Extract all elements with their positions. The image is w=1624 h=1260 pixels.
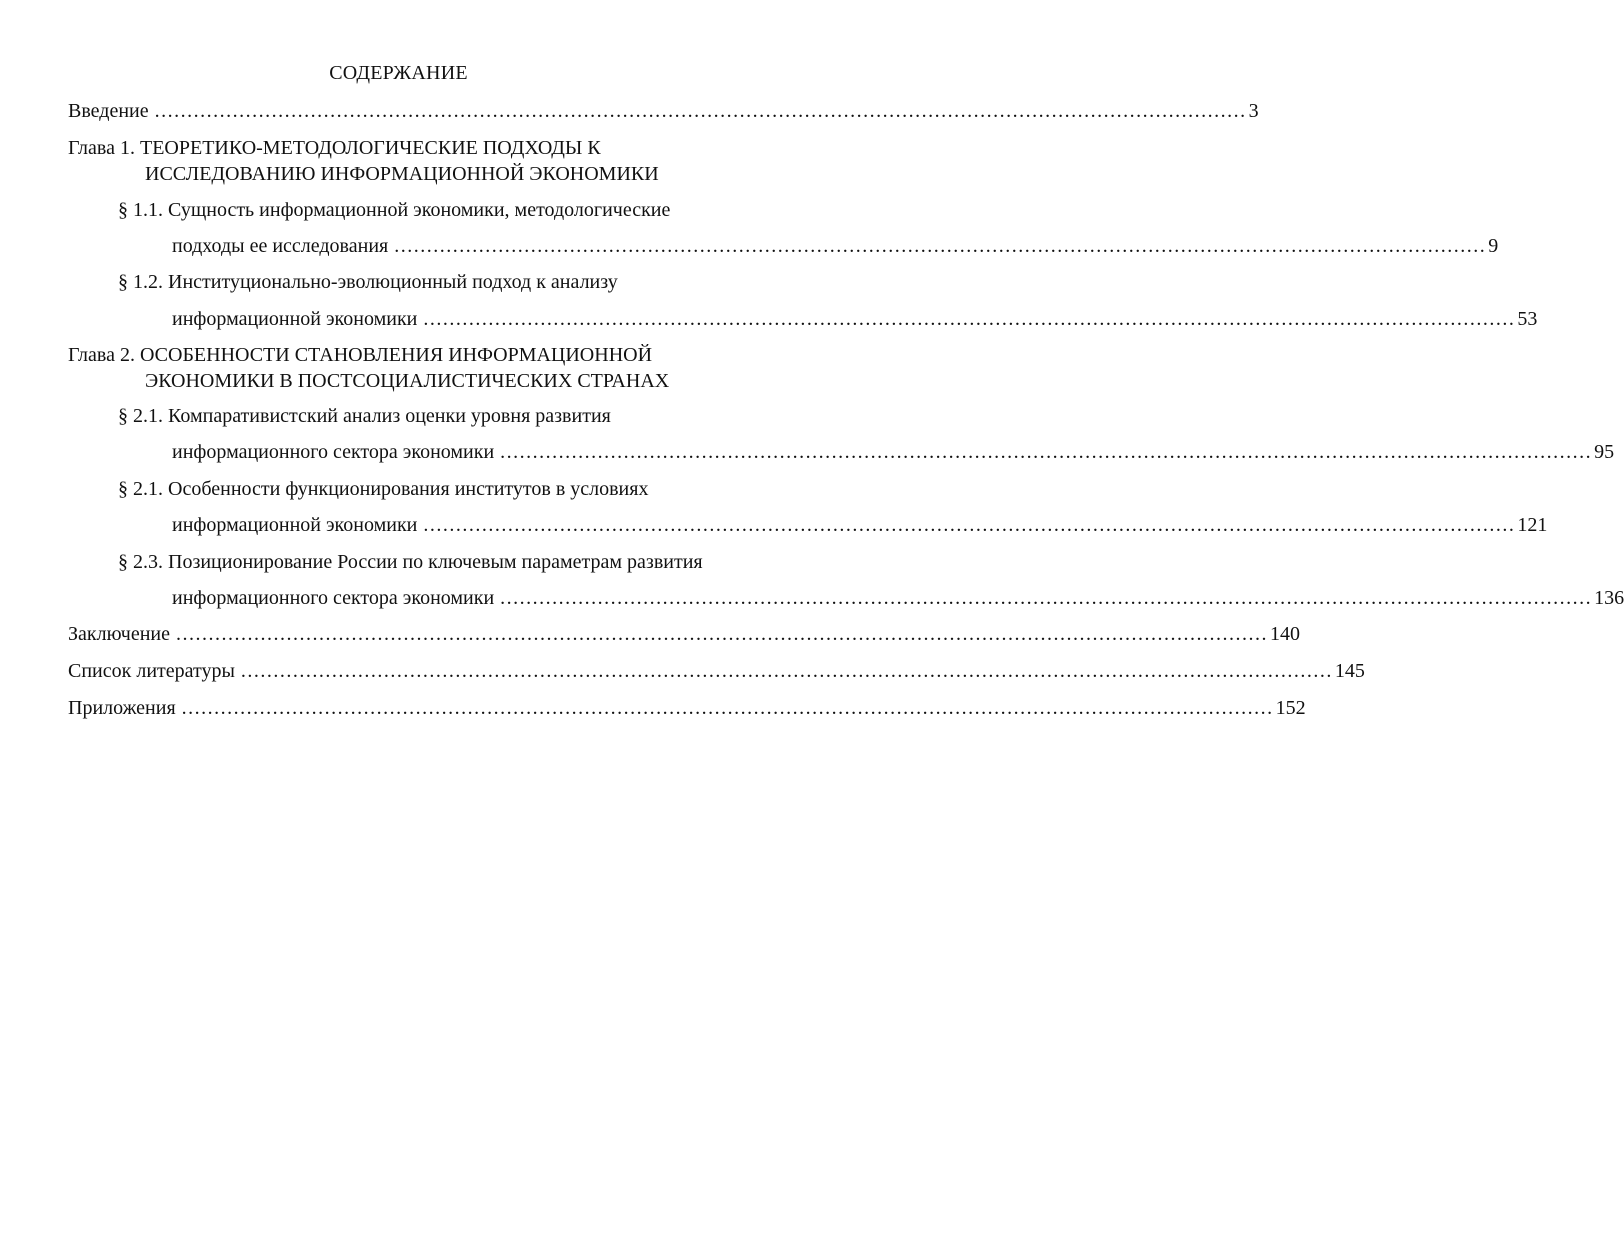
toc-section-1-2-line-1: § 1.2. Институционально-эволюционный подход к анализу: [118, 271, 618, 293]
toc-section-1-2-line-2: [172, 307, 1538, 331]
toc-label: Список литературы: [68, 660, 235, 682]
toc-entry-appendices: [68, 696, 1306, 720]
toc-label: Введение: [68, 100, 149, 122]
toc-section-1-1-line-2: [172, 234, 1499, 258]
toc-label: Заключение: [68, 623, 170, 645]
toc-page-number: 9: [1488, 235, 1499, 257]
toc-page-number: 53: [1517, 308, 1538, 330]
toc-label: информационного сектора экономики: [172, 587, 495, 609]
toc-section-2-1-line-2: [172, 440, 1615, 464]
toc-page-number: 140: [1270, 623, 1300, 645]
toc-page-number: 152: [1275, 697, 1306, 719]
toc-section-2-1-line-1: § 2.1. Компаративистский анализ оценки уровня развития: [118, 405, 611, 427]
toc-label: информационной экономики: [172, 308, 418, 330]
toc-leader-dots: ........................................................................................................................................................................: [423, 308, 1516, 330]
toc-leader-dots: ........................................................................................................................................................................: [181, 697, 1274, 719]
toc-label: информационной экономики: [172, 514, 418, 536]
toc-label: информационного сектора экономики: [172, 441, 495, 463]
toc-section-2-3-line-1: § 2.3. Позиционирование России по ключевым параметрам развития: [118, 551, 703, 573]
toc-section-2-3-line-2: [172, 586, 1624, 610]
toc-entry-intro: [68, 99, 1259, 123]
toc-entry-conclusion: [68, 622, 1300, 646]
toc-page-number: 145: [1334, 660, 1365, 682]
toc-leader-dots: ........................................................................................................................................................................: [240, 660, 1333, 682]
toc-chapter-1-line-2: ИССЛЕДОВАНИЮ ИНФОРМАЦИОННОЙ ЭКОНОМИКИ: [145, 163, 659, 185]
toc-entry-references: [68, 659, 1365, 683]
toc-page-number: 136: [1594, 587, 1624, 609]
toc-page-number: 3: [1248, 100, 1259, 122]
toc-leader-dots: ........................................................................................................................................................................: [500, 587, 1593, 609]
toc-page-number: 121: [1517, 514, 1548, 536]
toc-section-2-2-line-1: § 2.1. Особенности функционирования институтов в условиях: [118, 478, 649, 500]
toc-leader-dots: ........................................................................................................................................................................: [423, 514, 1516, 536]
toc-chapter-1-line-1: Глава 1. ТЕОРЕТИКО-МЕТОДОЛОГИЧЕСКИЕ ПОДХОДЫ К: [68, 137, 601, 159]
toc-label: подходы ее исследования: [172, 235, 389, 257]
toc-chapter-2-line-1: Глава 2. ОСОБЕННОСТИ СТАНОВЛЕНИЯ ИНФОРМАЦИОННОЙ: [68, 344, 653, 366]
toc-leader-dots: ........................................................................................................................................................................: [176, 623, 1268, 645]
toc-page-number: 95: [1594, 441, 1615, 463]
toc-leader-dots: ........................................................................................................................................................................: [500, 441, 1593, 463]
toc-chapter-2-line-2: ЭКОНОМИКИ В ПОСТСОЦИАЛИСТИЧЕСКИХ СТРАНАХ: [145, 370, 670, 392]
page-title: СОДЕРЖАНИЕ: [329, 62, 468, 84]
toc-section-2-2-line-2: [172, 513, 1548, 537]
toc-label: Приложения: [68, 697, 176, 719]
toc-section-1-1-line-1: § 1.1. Сущность информационной экономики, методологические: [118, 199, 671, 221]
toc-leader-dots: ........................................................................................................................................................................: [394, 235, 1487, 257]
toc-leader-dots: ........................................................................................................................................................................: [154, 100, 1247, 122]
